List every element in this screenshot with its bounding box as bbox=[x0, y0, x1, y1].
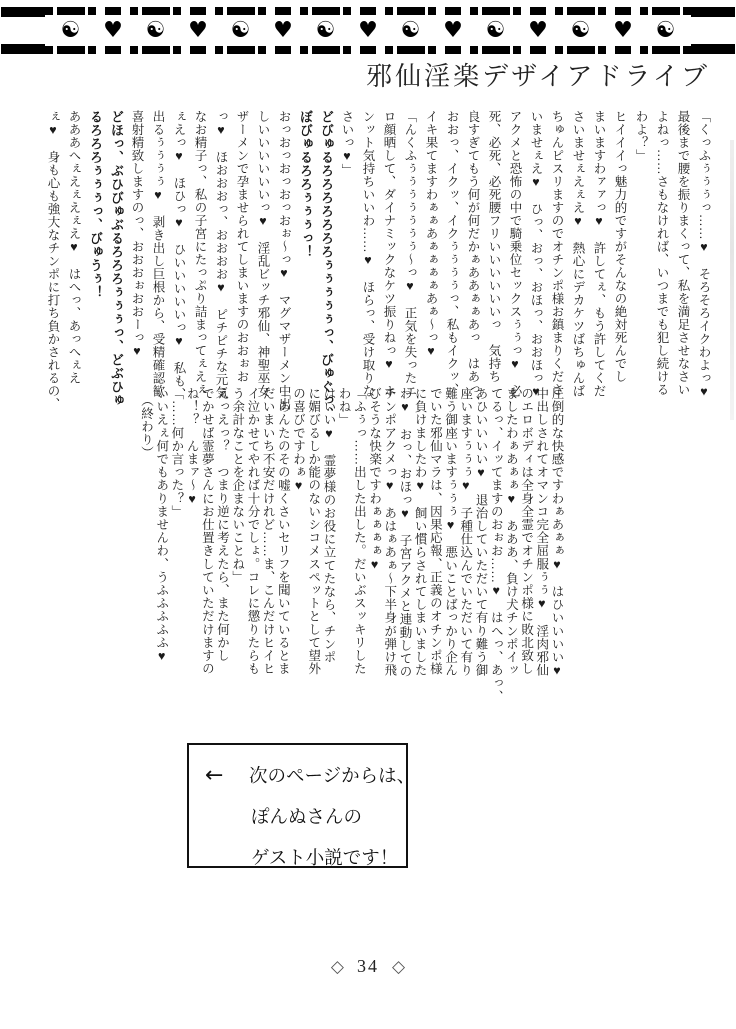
story-lower-column: えっえっ？ つまり逆に考えたら、また何かし bbox=[215, 387, 230, 663]
story-lower-block bbox=[138, 387, 564, 709]
heart-icon: ♥ bbox=[96, 7, 130, 54]
story-upper-column: ンット気持ちいいわ……♥ ほらっ、受け取りな bbox=[361, 110, 375, 398]
bars-ornament bbox=[691, 7, 735, 54]
dots-ornament bbox=[428, 7, 436, 54]
story-lower-column: わ♥ おっ、おほっ♥ 子宮アクメと連動しての bbox=[397, 387, 412, 679]
heart-icon: ♥ bbox=[436, 7, 470, 54]
story-upper-column: ぇ♥ 身も心も強大なチンポに打ち負かされるの、 bbox=[46, 110, 60, 411]
dots-ornament bbox=[640, 7, 648, 54]
story-upper-block bbox=[42, 110, 714, 421]
story-lower-column: 圧倒的な快感ですわぁあぁぁ♥ はひいいいい♥ bbox=[550, 387, 564, 679]
story-upper-column: 出るぅぅぅぅ♥ 剥き出し巨根から、受精確認歓 bbox=[151, 110, 165, 398]
dots-ornament bbox=[385, 7, 393, 54]
story-lower-column: チンポアクメっ♥ あはぁあぁ～下半身が弾け飛 bbox=[382, 387, 397, 677]
dots-ornament bbox=[215, 7, 223, 54]
guest-note-line bbox=[205, 839, 406, 880]
heart-icon: ♥ bbox=[606, 7, 640, 54]
story-upper-column: 最後まで腰を振りまくって、私を満足させなさい bbox=[676, 110, 690, 396]
story-lower-column: 難う御座いますぅぅぅ♥ 悪いことばっかり企ん bbox=[443, 387, 458, 677]
story-upper-column: なお精子っ、私の子宮にたっぷり詰まってぇえぇ bbox=[193, 110, 207, 396]
story-lower-column: わね」 bbox=[337, 387, 352, 427]
story-lower-column: びそうな快楽ですわぁぁぁぁ♥ bbox=[367, 387, 382, 572]
guest-note-text: ぽんぬさんの bbox=[251, 808, 363, 828]
story-lower-column: イ泣かせてやれば十分でしょ。コレに懲りたらも bbox=[245, 387, 260, 676]
story-upper-column: ヒイイイっ魅力的ですがそんなの絶対死んでし bbox=[613, 110, 627, 383]
story-lower-column: はいい♥ 霊夢様のお役に立てたなら、チンポ bbox=[321, 387, 336, 664]
story-lower-column: だいまいち不安だけれど……ま、こんだけヒイヒ bbox=[261, 387, 276, 676]
yin-yang-icon: ☯ bbox=[564, 7, 598, 54]
story-upper-column: アクメと恐怖の中で騎乗位セックスぅぅっ♥ 必 bbox=[508, 110, 522, 398]
dots-ornament bbox=[88, 7, 96, 54]
story-upper-column: しいいいいいいっ♥ 淫乱ビッチ邪仙、神聖巫女 bbox=[256, 110, 270, 398]
yin-yang-icon: ☯ bbox=[54, 7, 88, 54]
diamond-icon: ◇ bbox=[392, 957, 406, 977]
story-upper-column: っ♥ ほおおおっ、おおおお♥ ピチピチな元気 bbox=[214, 110, 228, 399]
yin-yang-icon: ☯ bbox=[479, 7, 513, 54]
story-lower-column: でかせば霊夢さんにお仕置きしていただけますの bbox=[200, 387, 215, 676]
story-upper-sfx-column: ぼびゅるろろぅぅぅっ！ bbox=[297, 110, 312, 259]
yin-yang-icon: ☯ bbox=[649, 7, 683, 54]
heart-icon: ♥ bbox=[266, 7, 300, 54]
guest-note-line bbox=[205, 798, 406, 839]
dots-ornament bbox=[258, 7, 266, 54]
story-lower-column: う余計なことを企まないことね」 bbox=[230, 387, 245, 584]
story-upper-sfx-column: どほっ、ぶひびゅぶるろろろぅぅぅっ、どぶひゅ bbox=[108, 110, 123, 407]
story-upper-column: ザーメンで孕ませられてしまいますのおおぉお bbox=[235, 110, 249, 383]
dots-ornament bbox=[45, 7, 53, 54]
story-upper-column: おっおっおっおっおぉ～っ♥ マグマザーメン中出 bbox=[277, 110, 291, 411]
story-lower-column: ましたわぁあぁぁ♥ あああ、負け犬チンポイッ bbox=[504, 387, 519, 677]
heart-icon: ♥ bbox=[181, 7, 215, 54]
diamond-icon: ◇ bbox=[330, 957, 344, 977]
page-number-footer bbox=[0, 956, 736, 977]
yin-yang-icon: ☯ bbox=[394, 7, 428, 54]
left-arrow-icon: ← bbox=[205, 763, 224, 788]
dots-ornament bbox=[683, 7, 691, 54]
story-upper-column: あああへぇえぇえぇえ♥ はへっ、あっへぇえ bbox=[67, 110, 81, 385]
story-lower-column: いいえぇ何でもありませんわ、うふふふふふ♥ bbox=[154, 387, 169, 664]
story-upper-column: ぇえっ♥ ほひっ♥ ひいいいいいっ♥ 私も、 bbox=[172, 110, 186, 401]
story-upper-column: わよ？」 bbox=[634, 110, 648, 162]
story-upper-column: ロ顔晒して、ダイナミックなケツ振りねっ♥ ホ bbox=[382, 110, 396, 398]
yin-yang-icon: ☯ bbox=[224, 7, 258, 54]
decorative-border bbox=[0, 7, 736, 54]
guest-note-box bbox=[187, 743, 416, 869]
story-upper-column: よねっ……さもなければ、いつまでも犯し続ける bbox=[655, 110, 669, 396]
heart-icon: ♥ bbox=[351, 7, 385, 54]
story-lower-column: てるっ、イッてますのおぉお……♥ はへっ、あっ、 bbox=[489, 387, 504, 703]
dots-ornament bbox=[598, 7, 606, 54]
story-lower-column: 中出しされてオマンコ完全屈服ぅぅ♥ 淫肉邪仙 bbox=[534, 387, 549, 677]
dots-ornament bbox=[470, 7, 478, 54]
story-lower-column: 「ふぅっ……出した出した。だいぶスッキリした bbox=[352, 387, 367, 676]
story-upper-column: いませぇえ♥ ひっ、おっ、おほっ、おおほっ♥ bbox=[529, 110, 543, 399]
story-lower-column: に負けましたわ♥ 飼い慣らされてしまいました bbox=[413, 387, 428, 677]
story-upper-column: さいませぇえぇえ♥ 熱心にデカケツばちゅんば bbox=[571, 110, 585, 398]
bars-ornament bbox=[1, 7, 45, 54]
guest-note-text: 次のページからは、 bbox=[249, 767, 416, 787]
yin-yang-icon: ☯ bbox=[139, 7, 173, 54]
story-upper-sfx-column: どびゅるろろろろろろろぅぅぅぅぅっ、びゅぐっ、 bbox=[318, 110, 333, 421]
story-upper-column: 死、必死、必死腰フリいいいいいいっ 気持ち bbox=[487, 110, 501, 383]
story-lower-column: 座いますぅぅぅ♥ 子種仕込んでいただいて有り bbox=[458, 387, 473, 677]
story-lower-column: 「あんたのその嘘くさいセリフを聞いているとま bbox=[276, 387, 291, 676]
story-lower-column: のエロボディは全身全霊でオチンポ様に敗北致し bbox=[519, 387, 534, 676]
story-lower-column: に媚びるしか能のないシコメスペットとして望外 bbox=[306, 387, 321, 676]
dots-ornament bbox=[130, 7, 138, 54]
story-lower-column: （終わり） bbox=[139, 387, 154, 460]
dots-ornament bbox=[343, 7, 351, 54]
story-upper-column: おおっ、イクッ、イクぅぅぅぅっ、私もイクッ、 bbox=[445, 110, 459, 396]
dots-ornament bbox=[513, 7, 521, 54]
page-title: 邪仙淫楽デザイアドライブ bbox=[366, 62, 710, 92]
guest-note-line bbox=[205, 755, 416, 798]
guest-note-text: ゲスト小説です！ bbox=[251, 849, 399, 869]
story-upper-column: 良すぎてもう何が何だかぁああぁぁあっ はあっ、 bbox=[466, 110, 480, 409]
story-lower-column: でいた邪仙マラは、因果応報、正義のオチンポ様 bbox=[428, 387, 443, 676]
story-lower-column: の喜びですわぁ♥ bbox=[291, 387, 306, 494]
story-upper-column: イキ果てますわぁぁあぁぁぁぁあぁ～っ♥ bbox=[424, 110, 438, 359]
story-lower-column: ね！？ んまァ～♥ bbox=[185, 387, 200, 507]
story-upper-column: 「くっふぅぅぅっ……♥ そろそろイクわよっ♥ bbox=[697, 110, 711, 399]
dots-ornament bbox=[173, 7, 181, 54]
heart-icon: ♥ bbox=[521, 7, 555, 54]
scan-artifact bbox=[730, 140, 734, 420]
story-upper-column: 喜射精致しますのっ、おおおぉおおーっ♥ bbox=[130, 110, 144, 359]
story-upper-column: まいますわァァっ♥ 許してぇ、もう許してくだ bbox=[592, 110, 606, 398]
dots-ornament bbox=[300, 7, 308, 54]
story-lower-column: 「……何か言った？」 bbox=[169, 387, 184, 518]
story-upper-column: 「んくふぅぅぅぅぅぅぅ～っ♥ 正気を失ったエ bbox=[403, 110, 417, 398]
dots-ornament bbox=[555, 7, 563, 54]
story-lower-column: あひいいいい♥ 退治していただいて有り難う御 bbox=[473, 387, 488, 677]
page-number: 34 bbox=[357, 956, 379, 976]
story-upper-sfx-column: るろろろぅぅぅっ、びゅうぅ！ bbox=[87, 110, 102, 299]
yin-yang-icon: ☯ bbox=[309, 7, 343, 54]
story-upper-column: さいっ♥」 bbox=[340, 110, 354, 177]
story-upper-column: ちゅんピスリますのでオチンポ様お鎮まりくださ bbox=[550, 110, 564, 396]
